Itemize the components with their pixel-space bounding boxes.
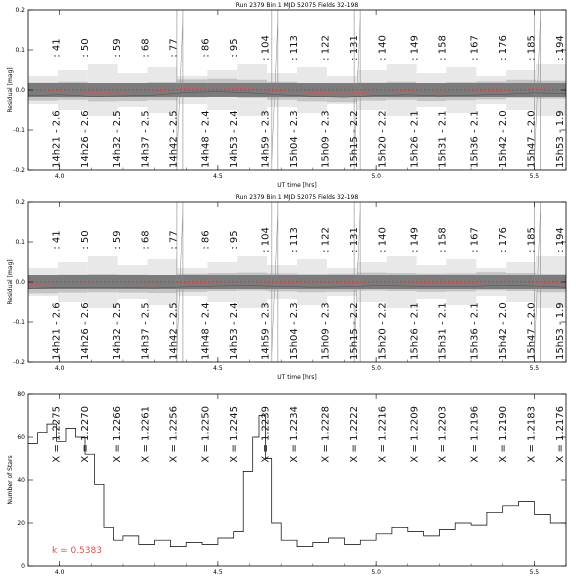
- bottom-label: 15h47 - 2.0: [526, 110, 538, 168]
- top-label: : 77: [168, 230, 180, 250]
- y-tick-label: 0.0: [15, 279, 25, 286]
- x-tick-label: 5.0: [371, 569, 381, 576]
- top-label: : 185: [526, 227, 538, 253]
- bottom-label: 14h48 - 2.4: [200, 110, 212, 168]
- top-label: : 140: [377, 35, 389, 61]
- top-label: : 167: [469, 35, 481, 61]
- y-tick-label: 40: [17, 477, 25, 484]
- x-tick-label: 4.0: [54, 569, 65, 576]
- top-label: : 149: [409, 35, 421, 61]
- bottom-label: 14h37 - 2.5: [140, 110, 152, 168]
- bottom-label: 14h42 - 2.5: [168, 110, 180, 168]
- top-label: : 176: [497, 227, 509, 253]
- bottom-label: 15h09 - 2.3: [320, 302, 332, 360]
- bottom-label: 14h21 - 2.6: [51, 302, 63, 360]
- x-tick-label: 5.0: [371, 173, 381, 180]
- bottom-label: 14h59 - 2.3: [260, 110, 272, 168]
- top-label: : 131: [349, 227, 361, 253]
- x-axis-label: UT time [hrs]: [277, 182, 317, 189]
- top-label: : 140: [377, 227, 389, 253]
- chart-panel-2: [7, 194, 566, 381]
- top-label: : 41: [51, 230, 63, 250]
- y-tick-label: 20: [17, 520, 25, 527]
- x-tick-label: 4.0: [54, 173, 65, 180]
- top-label: : 194: [554, 227, 566, 253]
- x-tick-label: 4.5: [213, 569, 223, 576]
- y-tick-label: 0.0: [15, 87, 25, 94]
- airmass-label: X = 1.2261: [140, 406, 152, 463]
- top-label: : 194: [554, 35, 566, 61]
- top-label: : 86: [200, 230, 212, 250]
- bottom-label: 15h53 - 1.9: [554, 110, 566, 168]
- top-label: : 122: [320, 227, 332, 253]
- bottom-label: 14h32 - 2.5: [111, 110, 123, 168]
- top-label: : 95: [228, 230, 240, 250]
- airmass-label: X = 1.2228: [320, 406, 332, 463]
- airmass-label: X = 1.2234: [289, 406, 300, 463]
- airmass-label: X = 1.2203: [437, 406, 449, 463]
- bottom-label: 15h31 - 2.1: [437, 110, 449, 168]
- x-tick-label: 5.5: [529, 173, 540, 180]
- airmass-label: X = 1.2209: [409, 406, 421, 463]
- x-axis-label: UT time [hrs]: [277, 374, 317, 381]
- airmass-label: X = 1.2250: [200, 406, 212, 463]
- bottom-label: 14h53 - 2.4: [228, 110, 240, 168]
- bottom-label: 15h04 - 2.3: [289, 110, 300, 168]
- bottom-label: 15h20 - 2.2: [377, 302, 389, 360]
- airmass-label: X = 1.2266: [111, 406, 123, 463]
- x-tick-label: 4.0: [54, 365, 65, 372]
- airmass-label: X = 1.2222: [349, 406, 361, 463]
- bottom-label: 14h53 - 2.4: [228, 302, 240, 360]
- bottom-label: 15h42 - 2.0: [497, 110, 509, 168]
- top-label: : 41: [51, 38, 63, 58]
- bottom-label: 14h26 - 2.6: [80, 110, 92, 168]
- y-tick-label: -0.1: [13, 319, 25, 326]
- y-tick-label: 0.1: [15, 239, 25, 246]
- top-label: : 167: [469, 227, 481, 253]
- bottom-label: 15h26 - 2.1: [409, 302, 421, 360]
- bottom-label: 15h53 - 1.9: [554, 302, 566, 360]
- top-label: : 131: [349, 35, 361, 61]
- x-tick-label: 5.5: [529, 365, 540, 372]
- top-label: : 59: [111, 230, 123, 250]
- bottom-label: 15h15 - 2.2: [349, 302, 361, 360]
- top-label: : 176: [497, 35, 509, 61]
- x-tick-label: 4.5: [213, 365, 223, 372]
- y-tick-label: 80: [17, 391, 25, 398]
- top-label: : 113: [289, 227, 300, 253]
- chart-panel-1: [7, 2, 566, 189]
- top-label: : 95: [228, 38, 240, 58]
- top-label: : 86: [200, 38, 212, 58]
- top-label: : 68: [140, 230, 152, 250]
- airmass-label: X = 1.2216: [377, 406, 389, 463]
- y-tick-label: 60: [17, 434, 25, 441]
- bottom-label: 14h42 - 2.5: [168, 302, 180, 360]
- chart-title: Run 2379 Bin 1 MJD 52075 Fields 32-198: [235, 194, 359, 201]
- top-label: : 158: [437, 227, 449, 253]
- y-axis-label: Residual [mag]: [7, 67, 14, 113]
- top-label: : 104: [260, 227, 272, 253]
- top-label: : 185: [526, 35, 538, 61]
- top-label: : 50: [80, 38, 92, 58]
- chart-panel-3: [7, 391, 566, 576]
- k-annotation: k = 0.5383: [52, 546, 102, 557]
- y-tick-label: 0.2: [15, 7, 25, 14]
- bottom-label: 15h47 - 2.0: [526, 302, 538, 360]
- bottom-label: 14h59 - 2.3: [260, 302, 272, 360]
- top-label: : 59: [111, 38, 123, 58]
- airmass-label: X = 1.2270: [80, 406, 92, 463]
- airmass-label: X = 1.2176: [554, 406, 566, 463]
- top-label: : 50: [80, 230, 92, 250]
- airmass-label: X = 1.2190: [497, 406, 509, 463]
- bottom-label: 14h37 - 2.5: [140, 302, 152, 360]
- bottom-label: 15h15 - 2.2: [349, 110, 361, 168]
- bottom-label: 14h48 - 2.4: [200, 302, 212, 360]
- top-label: : 68: [140, 38, 152, 58]
- top-label: : 113: [289, 35, 300, 61]
- x-tick-label: 5.5: [529, 569, 540, 576]
- bottom-label: 15h20 - 2.2: [377, 110, 389, 168]
- y-tick-label: 0: [21, 563, 25, 570]
- top-label: : 158: [437, 35, 449, 61]
- bottom-label: 15h36 - 2.1: [469, 302, 481, 360]
- airmass-label: X = 1.2245: [228, 406, 240, 463]
- x-tick-label: 4.5: [213, 173, 223, 180]
- y-tick-label: 0.2: [15, 199, 25, 206]
- top-label: : 149: [409, 227, 421, 253]
- top-label: : 77: [168, 38, 180, 58]
- y-axis-label: Residual [mag]: [7, 259, 14, 305]
- bottom-label: 14h26 - 2.6: [80, 302, 92, 360]
- bottom-label: 14h21 - 2.6: [51, 110, 63, 168]
- y-tick-label: -0.2: [13, 359, 25, 366]
- airmass-label: X = 1.2256: [168, 406, 180, 463]
- airmass-label: X = 1.2275: [51, 406, 63, 463]
- bottom-label: 15h04 - 2.3: [289, 302, 300, 360]
- bottom-label: 15h36 - 2.1: [469, 110, 481, 168]
- bottom-label: 14h32 - 2.5: [111, 302, 123, 360]
- y-tick-label: -0.1: [13, 127, 25, 134]
- x-tick-label: 5.0: [371, 365, 381, 372]
- bottom-label: 15h31 - 2.1: [437, 302, 449, 360]
- y-tick-label: 0.1: [15, 47, 25, 54]
- airmass-label: X = 1.2239: [260, 406, 272, 463]
- bottom-label: 15h09 - 2.3: [320, 110, 332, 168]
- bottom-label: 15h42 - 2.0: [497, 302, 509, 360]
- airmass-label: X = 1.2196: [469, 406, 481, 463]
- airmass-label: X = 1.2183: [526, 406, 538, 463]
- top-label: : 104: [260, 35, 272, 61]
- bottom-label: 15h26 - 2.1: [409, 110, 421, 168]
- y-tick-label: -0.2: [13, 167, 25, 174]
- top-label: : 122: [320, 35, 332, 61]
- y-axis-label: Number of Stars: [7, 455, 14, 505]
- chart-title: Run 2379 Bin 1 MJD 52075 Fields 32-198: [235, 2, 359, 9]
